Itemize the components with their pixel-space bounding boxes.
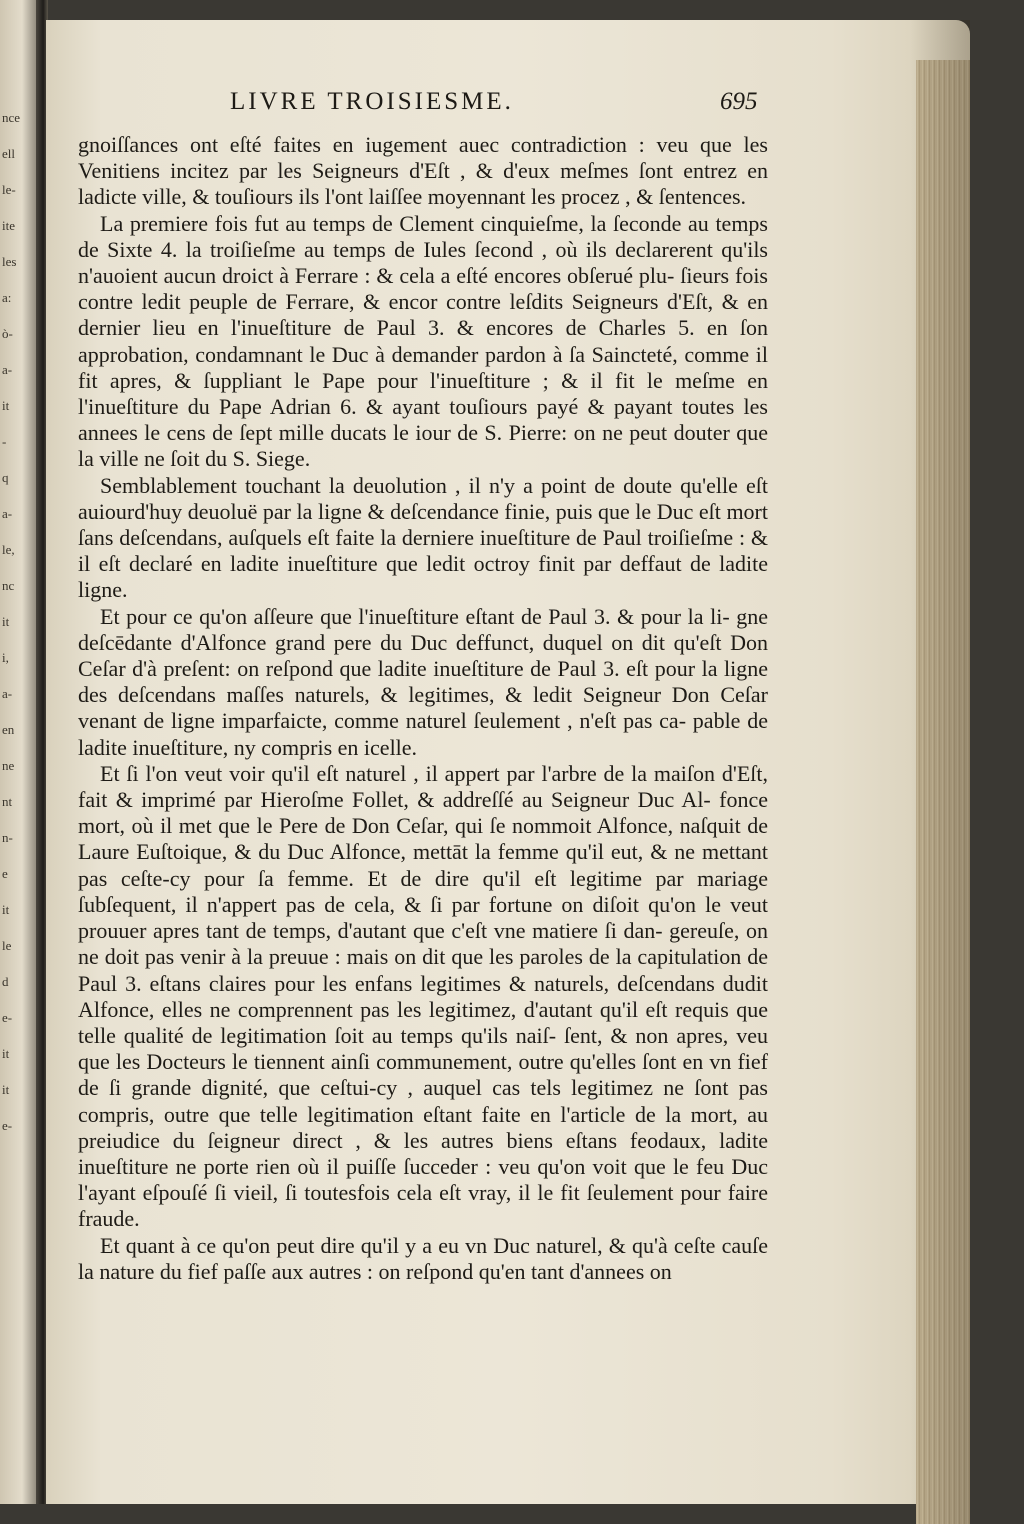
facing-page-fragment: q	[2, 470, 9, 485]
facing-page-fragment: e	[2, 866, 8, 881]
facing-page-fragment: nce	[2, 110, 21, 125]
facing-page-fragment: a-	[2, 506, 13, 521]
facing-page-fragment: ò-	[2, 326, 13, 341]
facing-page-fragment: it	[2, 1046, 10, 1061]
facing-page-fragment: nt	[2, 794, 13, 809]
facing-page-fragment: a-	[2, 362, 13, 377]
paragraph: gnoiſſances ont eſté faites en iugement auec contradiction : veu que les Venitiens incitez par les Seigneurs d'Eſt , & d'eux meſmes ſont entrez en ladicte ville, & touſiours ils l'ont laiſſee moyennant les procez , & ſentences.	[78, 132, 768, 210]
facing-page-fragment: le,	[2, 542, 15, 557]
facing-page-fragment: it	[2, 902, 10, 917]
paragraph: Et ſi l'on veut voir qu'il eſt naturel , il appert par l'arbre de la maiſon d'Eſt, fait & imprimé par Hieroſme Follet, & addreſſé au Seigneur Duc Al- fonce mort, où il met que le Pere de Don Ceſar, qui ſe nommoit Alfonce, naſquit de Laure Euſtoique, & du Duc Alfonce, mettāt la femme qu'il eut, & ne mettant pas ceſte-cy pour ſa femme. Et de dire qu'il eſt legitime par mariage ſubſequent, il n'appert pas de cela, & ſi par fortune on diſoit qu'on le veut prouuer apres tant de temps, d'autant que c'eſt vne matiere ſi dan- gereuſe, on ne doit pas venir à la preuue : mais on dit que les paroles de la capitulation de Paul 3. eſtans claires pour les enfans legitimes & naturels, deſcendans dudit Alfonce, elles ne comprennent pas les legitimez, d'autant qu'il eſt requis que telle qualité de legitimation ſoit au temps qu'ils naiſ- ſent, & non apres, veu que les Docteurs le tiennent ainſi communement, outre qu'elles ſont en vn fief de ſi grande dignité, que ceſtui-cy , auquel cas tels legitimez ne ſont pas compris, outre que telle legitimation eſtant faite en l'article de la mort, au preiudice du ſeigneur direct , & les autres biens eſtans feodaux, ladite inueſtiture ne porte rien où il puiſſe ſucceder : veu qu'on voit que le feu Duc l'ayant eſpouſé ſi vieil, ſi toutesfois cela eſt vray, il le fit ſeulement pour faire fraude.	[78, 760, 768, 1232]
paragraph: Semblablement touchant la deuolution , il n'y a point de doute qu'elle eſt auiourd'huy deuoluë par la ligne & deſcendance finie, puis que le Duc eſt mort ſans deſcendans, auſquels eſt faite la derniere inueſtiture de Paul troiſieſme : & il eſt declaré en ladite inueſtiture que ledit octroy finit par deffaut de ladite ligne.	[78, 472, 768, 603]
facing-page-fragment: le-	[2, 182, 16, 197]
facing-page-fragment: -	[2, 434, 7, 449]
facing-page-fragment: a:	[2, 290, 12, 305]
facing-page-fragment: ell	[2, 146, 15, 161]
paragraph: La premiere fois fut au temps de Clement cinquieſme, la ſeconde au temps de Sixte 4. la troiſieſme au temps de Iules ſecond , où ils declarerent qu'ils n'auoient aucun droict à Ferrare : & cela a eſté encores obſerué plu- ſieurs fois contre ledit peuple de Ferrare, & encor contre leſdits Seigneurs d'Eſt, & en dernier lieu en l'inueſtiture de Paul 3. & encores de Charles 5. en ſon approbation, condamnant le Duc à demander pardon à ſa Saincteté, comme il fit apres, & ſuppliant le Pape pour l'inueſtiture ; & il fit le meſme en l'inueſtiture du Pape Adrian 6. & ayant touſiours payé & payant toutes les annees le cens de ſept mille ducats le iour de S. Pierre: on ne peut douter que la ville ne ſoit du S. Siege.	[78, 210, 768, 472]
facing-page-fragment: nc	[2, 578, 15, 593]
facing-page-fragment: i,	[2, 650, 9, 665]
facing-page-fragment: ne	[2, 758, 15, 773]
facing-page-fragment: a-	[2, 686, 13, 701]
running-head: LIVRE TROISIESME.	[230, 88, 514, 115]
facing-page-fragment: en	[2, 722, 15, 737]
body-text	[78, 132, 768, 1285]
facing-page-fragment: e-	[2, 1010, 13, 1025]
facing-page-fragment: it	[2, 398, 10, 413]
facing-page-fragment: e-	[2, 1118, 13, 1133]
page-header	[190, 88, 910, 118]
facing-page-fragment: les	[2, 254, 17, 269]
facing-page-fragment: le	[2, 938, 12, 953]
facing-page-text-fragments	[0, 110, 36, 1210]
page-edge-shadow	[910, 20, 970, 1524]
facing-page-fragment: d	[2, 974, 9, 989]
paragraph: Et pour ce qu'on aſſeure que l'inueſtiture eſtant de Paul 3. & pour la li- gne deſcēdante d'Alfonce grand pere du Duc deffunct, duquel on dit qu'eſt Don Ceſar d'à preſent: on reſpond que ladite inueſtiture de Paul 3. eſt pour la ligne des deſcendans maſſes naturels, & legitimes, & ledit Seigneur Don Ceſar venant de ligne imparfaicte, comme naturel ſeulement , n'eſt pas ca- pable de ladite inueſtiture, ny compris en icelle.	[78, 603, 768, 760]
facing-page-fragment: n-	[2, 830, 13, 845]
facing-page-fragment: it	[2, 614, 10, 629]
facing-page-fragment: ite	[2, 218, 15, 233]
paragraph: Et quant à ce qu'on peut dire qu'il y a eu vn Duc naturel, & qu'à ceſte cauſe la nature du fief paſſe aux autres : on reſpond qu'en tant d'annees on	[78, 1232, 768, 1284]
page-number: 695	[720, 88, 758, 115]
facing-page-fragment: it	[2, 1082, 10, 1097]
